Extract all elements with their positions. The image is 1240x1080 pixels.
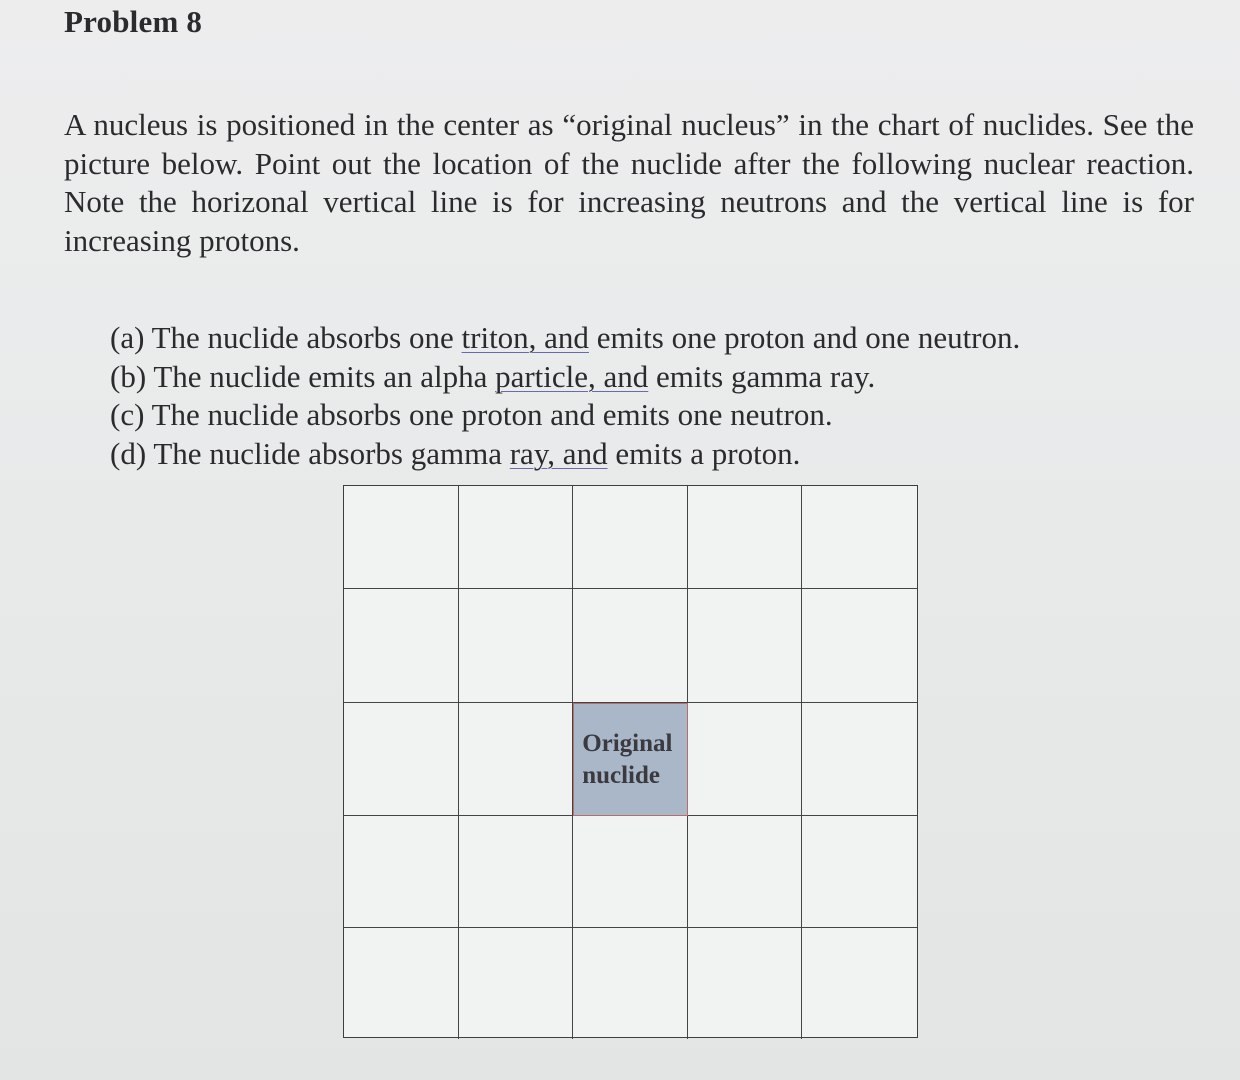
grid-cell <box>573 928 688 1039</box>
original-label-line1: Original <box>582 730 673 757</box>
nuclide-chart-grid <box>343 485 918 1038</box>
grid-cell <box>459 486 574 589</box>
grid-cell <box>459 816 574 928</box>
grid-cell <box>802 589 917 703</box>
option-a: (a) The nuclide absorbs one triton, and emits one proton and one neutron. <box>110 320 1021 355</box>
problem-title: Problem 8 <box>64 4 203 39</box>
grid-cell <box>688 928 803 1039</box>
grid-cell <box>344 816 459 928</box>
grid-cell <box>344 928 459 1039</box>
grid-cell <box>802 816 917 928</box>
grid-cell <box>802 703 917 816</box>
grid-cell <box>688 816 803 928</box>
grid-cell <box>344 703 459 816</box>
original-label-line2: nuclide <box>582 762 660 789</box>
grid-cell <box>688 703 803 816</box>
grid-cell <box>459 928 574 1039</box>
grid-cell <box>344 589 459 703</box>
options-list <box>110 319 1020 473</box>
option-c: (c) The nuclide absorbs one proton and emits one neutron. <box>110 397 833 432</box>
problem-statement: A nucleus is positioned in the center as “original nucleus” in the chart of nuclides. See the picture below. Point out the location of the nuclide after the following nuclear reaction. Note the horizonal vertical line is for increasing neutrons and the vertical line is for increasing protons. <box>64 107 1194 258</box>
original-nuclide-cell <box>573 703 688 816</box>
grid-cell <box>688 486 803 589</box>
grid-cell <box>459 703 574 816</box>
grid-cell <box>573 589 688 703</box>
grid-cell <box>802 928 917 1039</box>
grid-cell <box>573 486 688 589</box>
grid-cell <box>802 486 917 589</box>
option-d: (d) The nuclide absorbs gamma ray, and emits a proton. <box>110 435 801 471</box>
grid-cell <box>459 589 574 703</box>
grid-cell <box>573 816 688 928</box>
grid-cell <box>344 486 459 589</box>
original-nuclide-label <box>582 728 672 792</box>
grid-cell <box>688 589 803 703</box>
option-b: (b) The nuclide emits an alpha particle, and emits gamma ray. <box>110 358 876 394</box>
